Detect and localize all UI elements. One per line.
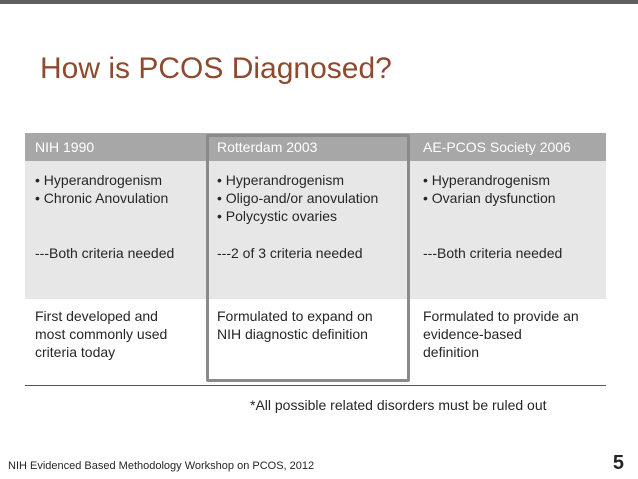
nih-rule: ---Both criteria needed	[35, 245, 175, 261]
rotterdam-note-cell	[207, 299, 413, 385]
footnote: *All possible related disorders must be ruled out	[250, 397, 547, 413]
note-line: First developed and	[35, 308, 158, 324]
list-item: • Hyperandrogenism	[217, 172, 345, 188]
header-ae-pcos: AE-PCOS Society 2006	[413, 133, 606, 161]
ae-pcos-note-cell	[413, 299, 606, 385]
note-line: definition	[423, 344, 480, 360]
table-header-row	[25, 133, 606, 161]
header-rotterdam: Rotterdam 2003	[207, 133, 413, 161]
note-line: evidence-based	[423, 326, 522, 342]
list-item: • Chronic Anovulation	[35, 190, 169, 206]
notes-row	[25, 299, 606, 385]
note-line: Formulated to provide an	[423, 308, 579, 324]
list-item: • Oligo-and/or anovulation	[217, 190, 379, 206]
footer-citation: NIH Evidenced Based Methodology Workshop on PCOS, 2012	[8, 460, 315, 472]
ae-pcos-criteria-cell	[413, 161, 606, 299]
rotterdam-criteria-cell	[207, 161, 413, 299]
note-line: criteria today	[35, 344, 116, 360]
note-line: most commonly used	[35, 326, 168, 342]
note-line: Formulated to expand on	[217, 308, 373, 324]
ae-pcos-rule: ---Both criteria needed	[423, 245, 563, 261]
nih-criteria-cell	[25, 161, 207, 299]
criteria-row	[25, 161, 606, 299]
list-item: • Hyperandrogenism	[423, 172, 551, 188]
list-item: • Hyperandrogenism	[35, 172, 163, 188]
nih-note-cell	[25, 299, 207, 385]
note-line: NIH diagnostic definition	[217, 326, 368, 342]
page-number: 5	[612, 452, 624, 474]
list-item: • Polycystic ovaries	[217, 208, 338, 224]
rotterdam-rule: ---2 of 3 criteria needed	[217, 245, 363, 261]
header-nih: NIH 1990	[25, 133, 207, 161]
criteria-table	[25, 133, 606, 386]
top-rule	[0, 0, 638, 4]
list-item: • Ovarian dysfunction	[423, 190, 556, 206]
slide-title: How is PCOS Diagnosed?	[40, 52, 392, 85]
